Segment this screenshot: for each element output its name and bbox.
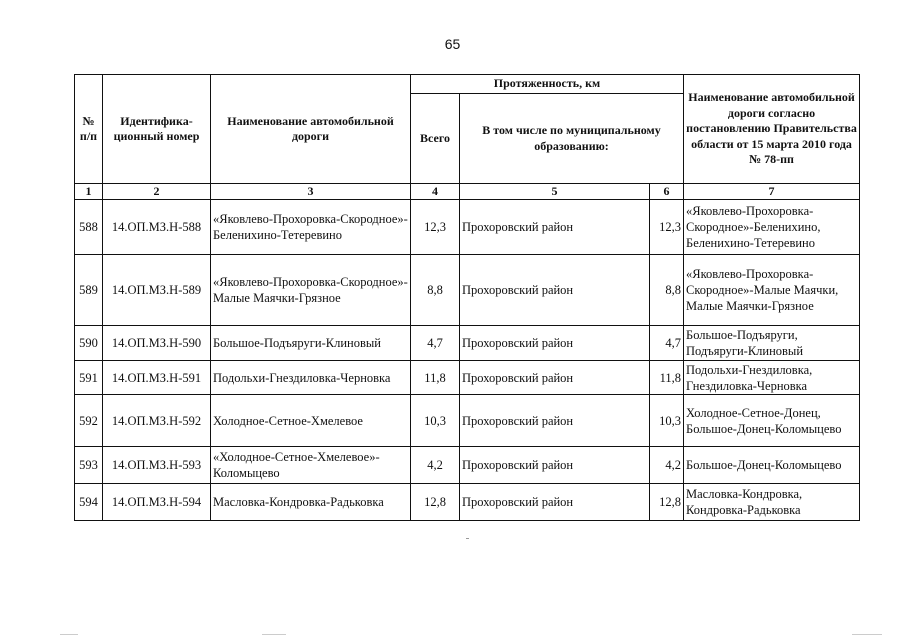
row-number: 593 xyxy=(75,447,103,484)
header-id: Идентифика- ционный номер xyxy=(103,75,211,184)
district-length: 12,8 xyxy=(650,484,684,521)
column-number-row xyxy=(75,184,860,200)
length-total: 12,3 xyxy=(411,200,460,255)
district-length: 12,3 xyxy=(650,200,684,255)
header-row-1 xyxy=(75,75,860,94)
header-road-name: Наименование автомобильной дороги xyxy=(211,75,411,184)
road-name: Большое-Подъяруги-Клиновый xyxy=(211,326,411,361)
table-row xyxy=(75,484,860,521)
road-id: 14.ОП.МЗ.Н-593 xyxy=(103,447,211,484)
road-id: 14.ОП.МЗ.Н-589 xyxy=(103,255,211,326)
column-number: 1 xyxy=(75,184,103,200)
table-row xyxy=(75,361,860,395)
column-number: 6 xyxy=(650,184,684,200)
row-number: 594 xyxy=(75,484,103,521)
length-total: 11,8 xyxy=(411,361,460,395)
header-total: Всего xyxy=(411,94,460,184)
scan-speck xyxy=(466,538,469,539)
district-length: 4,7 xyxy=(650,326,684,361)
decree-name: Большое-Донец-Коломыцево xyxy=(684,447,860,484)
row-number: 592 xyxy=(75,395,103,447)
table-row xyxy=(75,447,860,484)
column-number: 2 xyxy=(103,184,211,200)
decree-name: «Яковлево-Прохоровка-Скородное»-Малые Маячки, Малые Маячки-Грязное xyxy=(684,255,860,326)
district: Прохоровский район xyxy=(460,447,650,484)
column-number: 5 xyxy=(460,184,650,200)
page-number: 65 xyxy=(444,36,461,52)
column-number: 4 xyxy=(411,184,460,200)
table-row xyxy=(75,200,860,255)
row-number: 589 xyxy=(75,255,103,326)
district-length: 11,8 xyxy=(650,361,684,395)
district-length: 10,3 xyxy=(650,395,684,447)
row-number: 591 xyxy=(75,361,103,395)
header-including: В том числе по муниципальному образованию: xyxy=(460,94,684,184)
decree-name: Подольхи-Гнездиловка, Гнездиловка-Черновка xyxy=(684,361,860,395)
district: Прохоровский район xyxy=(460,484,650,521)
row-number: 588 xyxy=(75,200,103,255)
table-row xyxy=(75,326,860,361)
road-name: «Холодное-Сетное-Хмелевое»-Коломыцево xyxy=(211,447,411,484)
road-id: 14.ОП.МЗ.Н-592 xyxy=(103,395,211,447)
district: Прохоровский район xyxy=(460,200,650,255)
length-total: 4,7 xyxy=(411,326,460,361)
decree-name: Большое-Подъяруги, Подъяруги-Клиновый xyxy=(684,326,860,361)
road-name: Холодное-Сетное-Хмелевое xyxy=(211,395,411,447)
column-number: 3 xyxy=(211,184,411,200)
road-id: 14.ОП.МЗ.Н-594 xyxy=(103,484,211,521)
road-id: 14.ОП.МЗ.Н-590 xyxy=(103,326,211,361)
scan-edge-line xyxy=(60,634,78,635)
row-number: 590 xyxy=(75,326,103,361)
length-total: 4,2 xyxy=(411,447,460,484)
district-length: 8,8 xyxy=(650,255,684,326)
column-number: 7 xyxy=(684,184,860,200)
header-decree-name: Наименование автомобильной дороги согласно постановлению Правительства области от 15 марта 2010 года № 78-пп xyxy=(684,75,860,184)
roads-table xyxy=(74,74,860,521)
header-num: № п/п xyxy=(75,75,103,184)
scan-edge-line xyxy=(262,634,286,635)
road-name: Подольхи-Гнездиловка-Черновка xyxy=(211,361,411,395)
road-id: 14.ОП.МЗ.Н-588 xyxy=(103,200,211,255)
table-row xyxy=(75,255,860,326)
length-total: 12,8 xyxy=(411,484,460,521)
road-id: 14.ОП.МЗ.Н-591 xyxy=(103,361,211,395)
length-total: 8,8 xyxy=(411,255,460,326)
length-total: 10,3 xyxy=(411,395,460,447)
decree-name: Холодное-Сетное-Донец, Большое-Донец-Коломыцево xyxy=(684,395,860,447)
road-name: «Яковлево-Прохоровка-Скородное»-Беленихино-Тетеревино xyxy=(211,200,411,255)
road-name: Масловка-Кондровка-Радьковка xyxy=(211,484,411,521)
road-name: «Яковлево-Прохоровка-Скородное»-Малые Маячки-Грязное xyxy=(211,255,411,326)
header-length-group: Протяженность, км xyxy=(411,75,684,94)
district: Прохоровский район xyxy=(460,326,650,361)
table-row xyxy=(75,395,860,447)
scan-edge-line xyxy=(852,634,882,635)
district: Прохоровский район xyxy=(460,255,650,326)
district: Прохоровский район xyxy=(460,361,650,395)
district: Прохоровский район xyxy=(460,395,650,447)
decree-name: Масловка-Кондровка, Кондровка-Радьковка xyxy=(684,484,860,521)
decree-name: «Яковлево-Прохоровка-Скородное»-Беленихино, Беленихино-Тетеревино xyxy=(684,200,860,255)
district-length: 4,2 xyxy=(650,447,684,484)
